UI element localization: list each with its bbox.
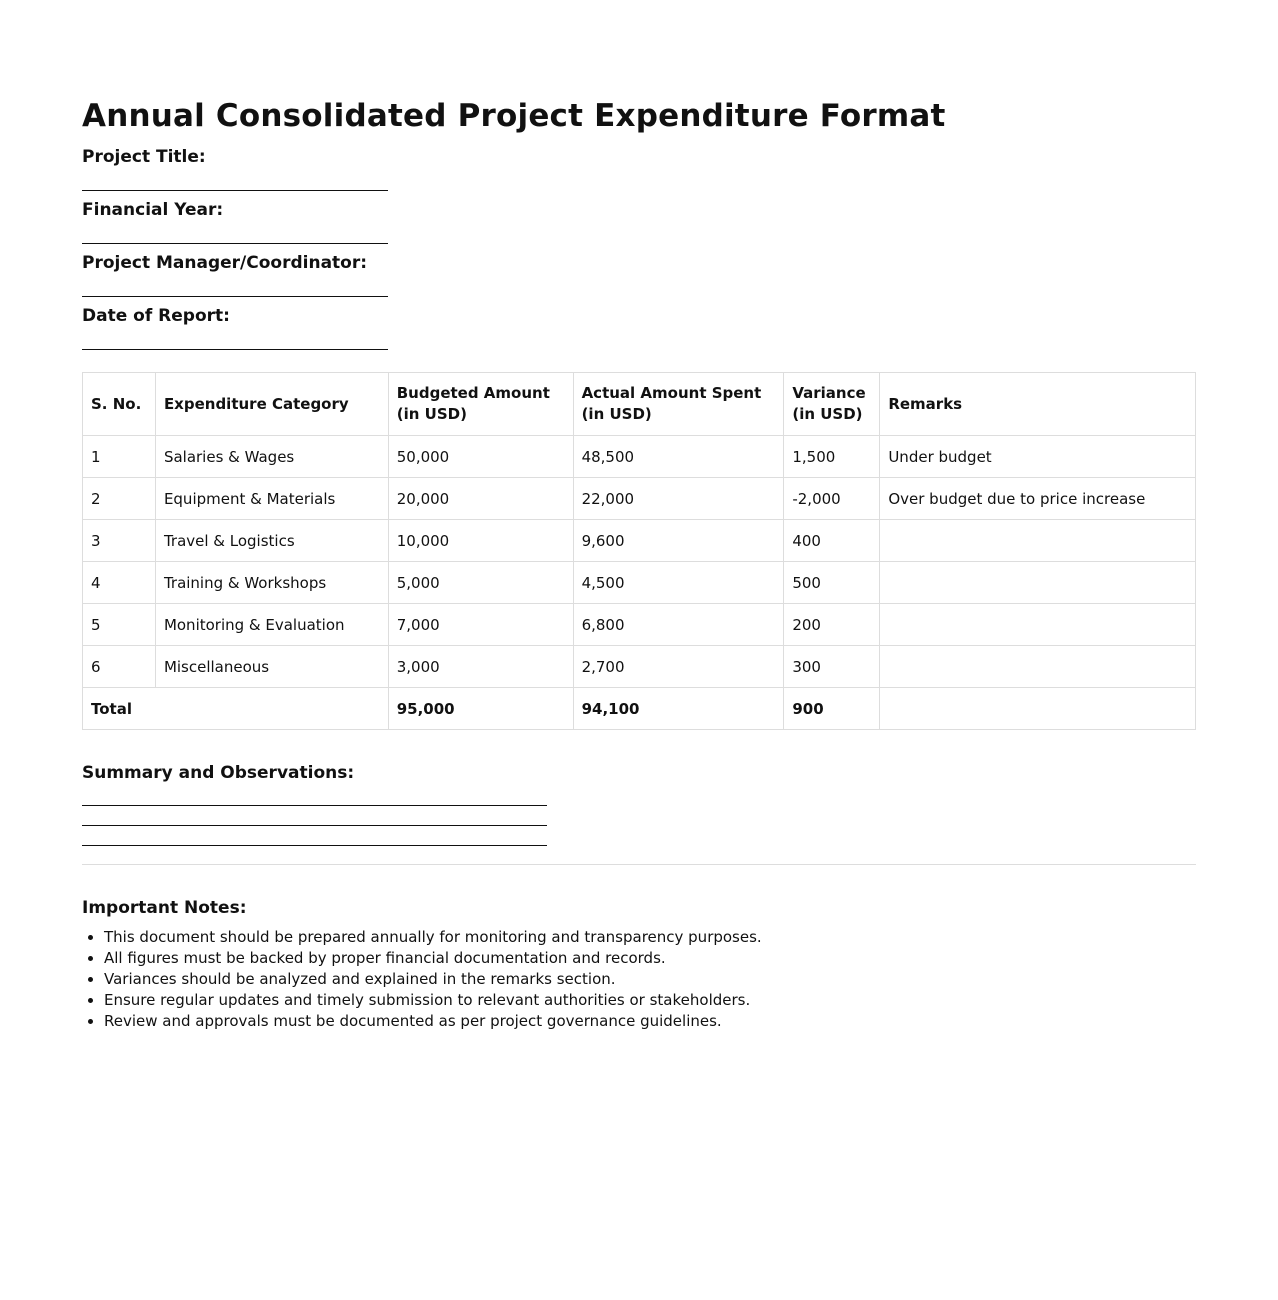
cell-budget: 10,000: [388, 520, 573, 562]
project-manager-blank-line: [82, 274, 388, 297]
date-of-report-blank-line: [82, 327, 388, 350]
header-budgeted-amount: Budgeted Amount (in USD): [388, 373, 573, 436]
section-divider: [82, 864, 1196, 865]
cell-category: Equipment & Materials: [155, 478, 388, 520]
cell-actual: 2,700: [573, 646, 784, 688]
cell-sno: 6: [83, 646, 156, 688]
cell-actual: 9,600: [573, 520, 784, 562]
cell-variance: 1,500: [784, 436, 880, 478]
cell-actual: 48,500: [573, 436, 784, 478]
cell-sno: 3: [83, 520, 156, 562]
financial-year-label: Financial Year:: [82, 200, 224, 220]
table-row: [83, 604, 1196, 646]
summary-blank-line: [82, 786, 547, 806]
total-remarks: [880, 688, 1196, 730]
list-item: • Variances should be analyzed and explained in the remarks section.: [104, 969, 1196, 990]
cell-variance: 200: [784, 604, 880, 646]
report-fields: [82, 146, 1196, 350]
cell-variance: -2,000: [784, 478, 880, 520]
list-item: • Review and approvals must be documented as per project governance guidelines.: [104, 1011, 1196, 1032]
cell-budget: 7,000: [388, 604, 573, 646]
cell-sno: 1: [83, 436, 156, 478]
cell-variance: 500: [784, 562, 880, 604]
notes-heading: Important Notes:: [82, 898, 247, 918]
list-item: • This document should be prepared annually for monitoring and transparency purposes.: [104, 927, 1196, 948]
cell-budget: 5,000: [388, 562, 573, 604]
cell-variance: 400: [784, 520, 880, 562]
summary-section: [82, 762, 1196, 846]
total-label: Total: [83, 688, 389, 730]
financial-year-blank-line: [82, 221, 388, 244]
cell-remarks: [880, 646, 1196, 688]
project-manager-label: Project Manager/Coordinator:: [82, 253, 368, 273]
cell-sno: 4: [83, 562, 156, 604]
header-actual-amount: Actual Amount Spent (in USD): [573, 373, 784, 436]
header-sno: S. No.: [83, 373, 156, 436]
total-budget: 95,000: [388, 688, 573, 730]
cell-remarks: [880, 520, 1196, 562]
project-title-label: Project Title:: [82, 147, 206, 167]
cell-category: Travel & Logistics: [155, 520, 388, 562]
table-row: [83, 646, 1196, 688]
header-remarks: Remarks: [880, 373, 1196, 436]
table-row: [83, 562, 1196, 604]
cell-budget: 50,000: [388, 436, 573, 478]
page-title: Annual Consolidated Project Expenditure Format: [82, 98, 946, 134]
cell-remarks: [880, 562, 1196, 604]
expenditure-table: [82, 372, 1196, 730]
cell-variance: 300: [784, 646, 880, 688]
header-category: Expenditure Category: [155, 373, 388, 436]
cell-remarks: [880, 604, 1196, 646]
cell-remarks: Over budget due to price increase: [880, 478, 1196, 520]
header-variance: Variance (in USD): [784, 373, 880, 436]
list-item: • All figures must be backed by proper financial documentation and records.: [104, 948, 1196, 969]
notes-list: [82, 927, 1196, 1032]
cell-category: Monitoring & Evaluation: [155, 604, 388, 646]
cell-category: Salaries & Wages: [155, 436, 388, 478]
total-actual: 94,100: [573, 688, 784, 730]
table-row: [83, 478, 1196, 520]
date-of-report-label: Date of Report:: [82, 306, 230, 326]
cell-actual: 6,800: [573, 604, 784, 646]
cell-remarks: Under budget: [880, 436, 1196, 478]
cell-budget: 20,000: [388, 478, 573, 520]
total-variance: 900: [784, 688, 880, 730]
total-row: [83, 688, 1196, 730]
project-title-blank-line: [82, 168, 388, 191]
summary-blank-line: [82, 806, 547, 826]
table-row: [83, 436, 1196, 478]
table-header-row: [83, 373, 1196, 436]
cell-category: Training & Workshops: [155, 562, 388, 604]
cell-budget: 3,000: [388, 646, 573, 688]
summary-blank-line: [82, 826, 547, 846]
cell-sno: 5: [83, 604, 156, 646]
notes-section: [82, 897, 1196, 1032]
cell-sno: 2: [83, 478, 156, 520]
cell-actual: 4,500: [573, 562, 784, 604]
list-item: • Ensure regular updates and timely submission to relevant authorities or stakeholders.: [104, 990, 1196, 1011]
table-row: [83, 520, 1196, 562]
summary-lines: [82, 786, 1196, 846]
cell-actual: 22,000: [573, 478, 784, 520]
summary-heading: Summary and Observations:: [82, 763, 355, 783]
cell-category: Miscellaneous: [155, 646, 388, 688]
